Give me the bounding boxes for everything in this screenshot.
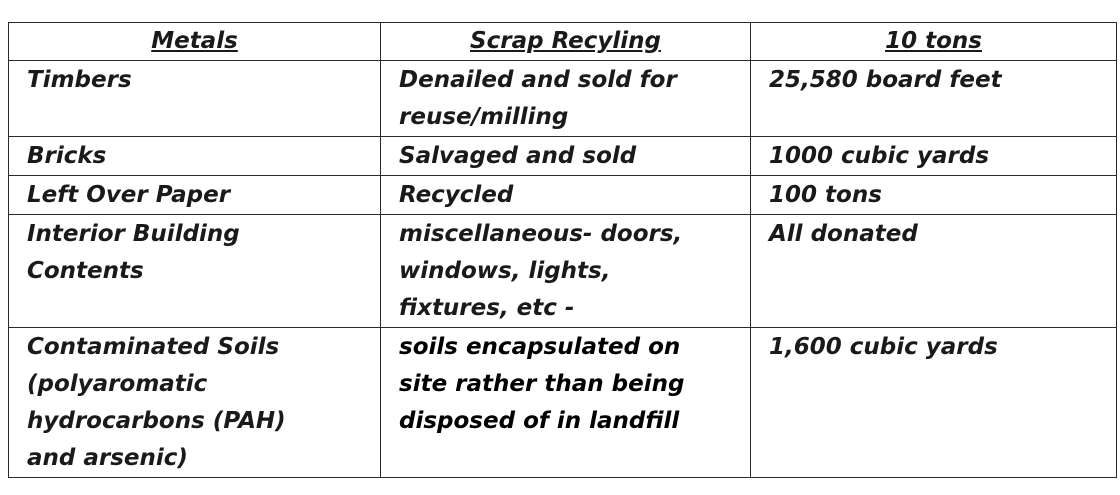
quantity-cell (751, 61, 1117, 137)
method-text: Denailed and sold for (399, 67, 677, 93)
method-cell (381, 328, 751, 478)
material-text: hydrocarbons (PAH) (27, 408, 286, 434)
quantity-text: 1000 cubic yards (769, 143, 990, 169)
method-text: Recycled (399, 182, 514, 208)
quantity-cell (751, 328, 1117, 478)
method-text: soils encapsulated on (399, 334, 681, 360)
quantity-text: 100 tons (769, 182, 882, 208)
method-cell (381, 61, 751, 137)
table-row (9, 137, 1117, 176)
material-text: Contaminated Soils (27, 334, 280, 360)
material-text: Bricks (27, 143, 107, 169)
table-row (9, 215, 1117, 328)
material-text: Left Over Paper (27, 182, 231, 208)
header-metals: Metals (9, 23, 381, 61)
method-cell (381, 215, 751, 328)
method-text: Salvaged and sold (399, 143, 637, 169)
method-cell (381, 176, 751, 215)
quantity-cell (751, 137, 1117, 176)
quantity-cell (751, 215, 1117, 328)
table-row (9, 176, 1117, 215)
material-cell (9, 176, 381, 215)
table-row (9, 61, 1117, 137)
quantity-text: 1,600 cubic yards (769, 334, 998, 360)
material-text: Timbers (27, 67, 132, 93)
material-cell (9, 137, 381, 176)
method-text: miscellaneous- doors, (399, 221, 683, 247)
method-text: fixtures, etc - (399, 295, 575, 321)
material-text: and arsenic) (27, 445, 188, 471)
header-10-tons: 10 tons (751, 23, 1117, 61)
method-cell (381, 137, 751, 176)
table-header-row (9, 23, 1117, 61)
material-text: (polyaromatic (27, 371, 208, 397)
table-row (9, 328, 1117, 478)
method-text: reuse/milling (399, 104, 569, 130)
material-cell (9, 215, 381, 328)
method-text: disposed of in landfill (399, 408, 680, 434)
quantity-cell (751, 176, 1117, 215)
material-cell (9, 61, 381, 137)
quantity-text: 25,580 board feet (769, 67, 1002, 93)
method-text: windows, lights, (399, 258, 611, 284)
material-text: Contents (27, 258, 144, 284)
quantity-text: All donated (769, 221, 918, 247)
method-text: site rather than being (399, 371, 685, 397)
header-scrap-recyling: Scrap Recyling (381, 23, 751, 61)
material-text: Interior Building (27, 221, 240, 247)
recycling-table (8, 22, 1117, 478)
material-cell (9, 328, 381, 478)
